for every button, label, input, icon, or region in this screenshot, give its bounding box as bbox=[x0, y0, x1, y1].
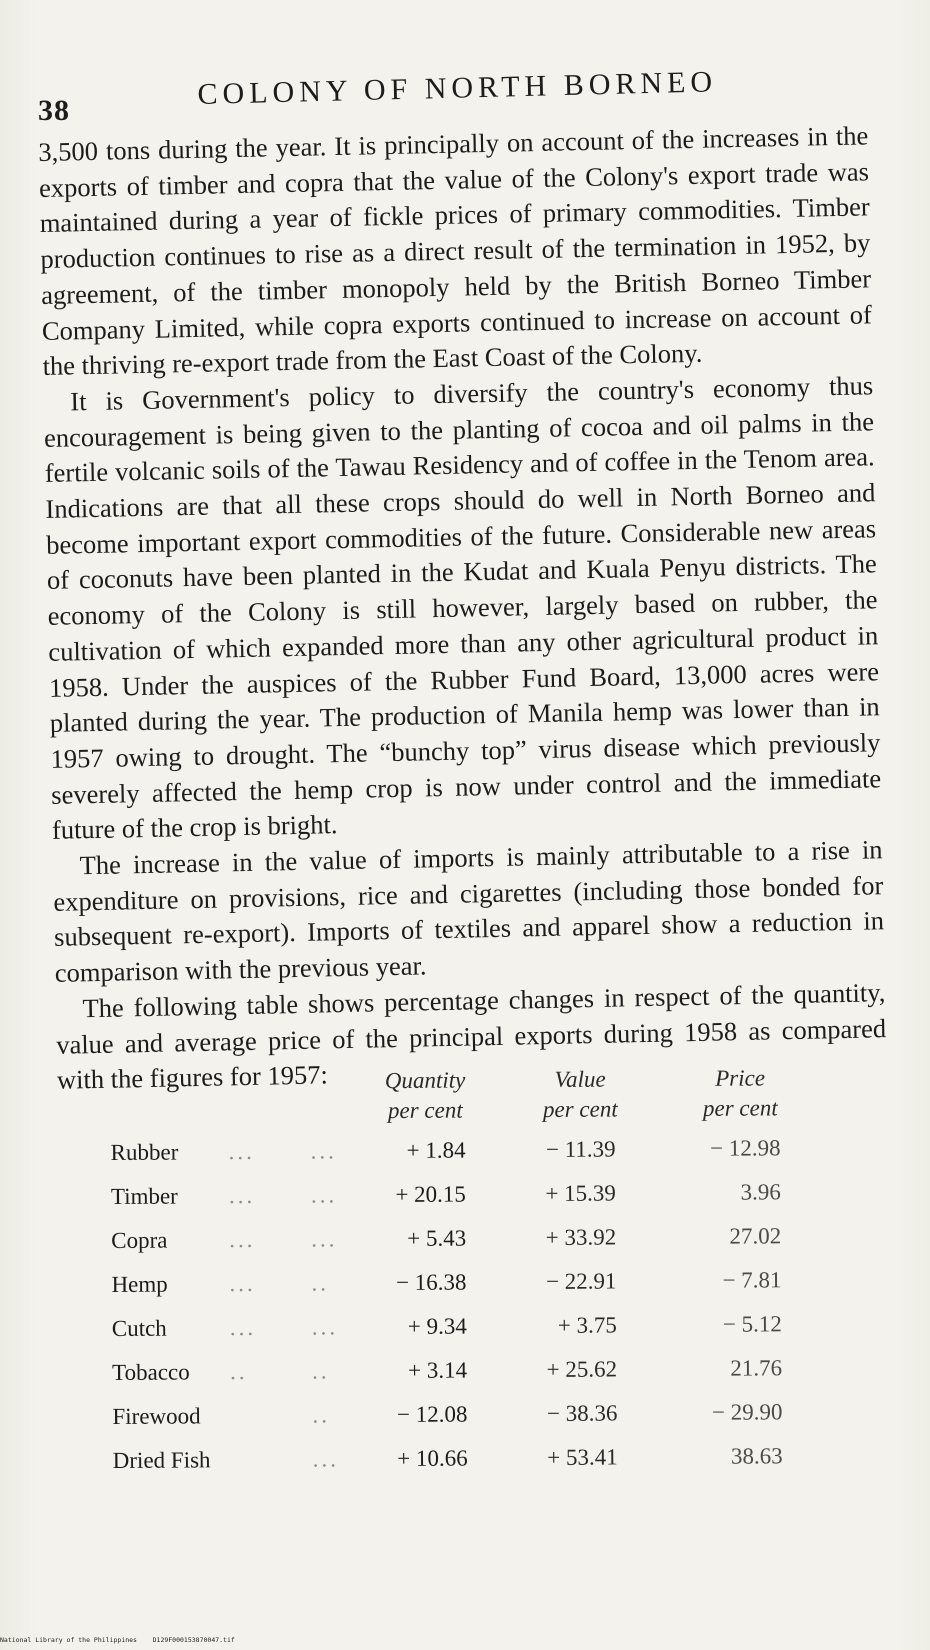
paragraph: It is Government's policy to diversify the country's economy thus encouragement is being given to the planting of cocoa and oil palms in the fertile volcanic soils of the Tawau Residency and of coffee in the Tenom area. Indications are that all these crops should do well in North Borneo and become important export commodities of the future. Considerable new areas of coconuts have been planted in the Kudat and Kuala Penyu districts. The economy of the Colony is still however, largely based on rubber, the cultivation of which expanded more than any other agricultural product in 1958. Under the auspices of the Rubber Fund Board, 13,000 acres were planted during the year. The production of Manila hemp was lower than in 1957 owing to drought. The “bunchy top” virus disease which previously severely affected the hemp crop is now under control and the immediate future of the crop is bright. bbox=[43, 370, 882, 846]
table-row bbox=[112, 1399, 832, 1448]
row-label: Firewood bbox=[112, 1403, 201, 1429]
quantity-cell: − 16.38 bbox=[395, 1269, 467, 1296]
leader-dots: ... bbox=[229, 1226, 256, 1253]
leader-dots: ... bbox=[229, 1270, 256, 1297]
body-text bbox=[38, 118, 887, 1098]
running-title: COLONY OF NORTH BORNEO bbox=[197, 65, 718, 112]
row-label: Tobacco bbox=[112, 1359, 190, 1385]
price-cell: 38.63 bbox=[730, 1443, 783, 1469]
leader-dots: .. bbox=[312, 1402, 331, 1428]
value-cell: + 15.39 bbox=[545, 1180, 616, 1206]
leader-dots: .. bbox=[312, 1358, 330, 1384]
table-row bbox=[113, 1443, 833, 1492]
value-cell: + 33.92 bbox=[545, 1224, 617, 1250]
quantity-cell: − 12.08 bbox=[396, 1401, 468, 1428]
column-header-price: Price per cent bbox=[702, 1065, 778, 1121]
quantity-cell: + 5.43 bbox=[407, 1225, 467, 1251]
page-number: 38 bbox=[38, 94, 70, 127]
leader-dots: ... bbox=[228, 1138, 255, 1165]
price-cell: 3.96 bbox=[740, 1179, 781, 1205]
leader-dots: .. bbox=[230, 1359, 248, 1385]
paragraph: 3,500 tons during the year. It is principally on account of the increases in the exports of timber and copra that the value of the Colony's export trade was maintained during a year of fickle prices of primary commodities. Timber production continues to rise as a direct result of the termination in 1952, by agreement, of the timber monopoly held by the British Borneo Timber Company Limited, while copra exports continued to increase on account of the thriving re-export trade from the East Coast of the Colony. bbox=[38, 120, 873, 382]
leader-dots: ... bbox=[310, 1138, 337, 1164]
price-cell: 21.76 bbox=[730, 1355, 783, 1381]
leader-dots: .. bbox=[311, 1270, 330, 1296]
value-cell: + 25.62 bbox=[546, 1356, 618, 1382]
quantity-cell: + 20.15 bbox=[395, 1181, 466, 1208]
leader-dots: ... bbox=[312, 1446, 340, 1472]
row-label: Copra bbox=[111, 1227, 168, 1253]
table-row bbox=[111, 1135, 831, 1184]
table-row bbox=[111, 1267, 831, 1316]
price-cell: 27.02 bbox=[729, 1223, 782, 1249]
table-row bbox=[112, 1311, 832, 1360]
table-row bbox=[111, 1179, 831, 1228]
value-cell: − 11.39 bbox=[545, 1136, 616, 1162]
page-header bbox=[38, 65, 858, 127]
quantity-cell: + 9.34 bbox=[407, 1313, 467, 1339]
price-cell: − 7.81 bbox=[722, 1267, 782, 1293]
value-cell: + 3.75 bbox=[557, 1312, 617, 1338]
table-row bbox=[111, 1223, 831, 1272]
quantity-cell: + 10.66 bbox=[397, 1445, 468, 1472]
column-header-quantity: Quantity per cent bbox=[384, 1067, 466, 1124]
value-cell: − 38.36 bbox=[546, 1400, 618, 1426]
leader-dots: ... bbox=[228, 1182, 256, 1209]
leader-dots: ... bbox=[311, 1314, 339, 1340]
row-label: Timber bbox=[110, 1183, 178, 1209]
row-label: Cutch bbox=[111, 1315, 167, 1341]
leader-dots: ... bbox=[229, 1314, 257, 1341]
table-row bbox=[112, 1355, 832, 1404]
quantity-cell: + 3.14 bbox=[408, 1357, 468, 1383]
row-label: Rubber bbox=[110, 1139, 179, 1165]
leader-dots: ... bbox=[311, 1226, 338, 1252]
price-cell: − 5.12 bbox=[722, 1311, 782, 1337]
paragraph: The increase in the value of imports is mainly attributable to a rise in expenditure on provisions, rice and cigarettes (including those bonded for subsequent re-export). Imports of textiles and apparel show a reduction in comparison with the previous year. bbox=[53, 834, 885, 988]
scan-source-note: National Library of the Philippines D129F000153870047.tif bbox=[0, 1636, 235, 1644]
price-cell: − 29.90 bbox=[711, 1399, 783, 1425]
price-cell: − 12.98 bbox=[710, 1135, 781, 1161]
value-cell: − 22.91 bbox=[545, 1268, 617, 1294]
row-label: Hemp bbox=[111, 1271, 168, 1297]
quantity-cell: + 1.84 bbox=[406, 1137, 466, 1163]
column-header-value: Value per cent bbox=[542, 1066, 618, 1122]
value-cell: + 53.41 bbox=[547, 1444, 618, 1470]
row-label: Dried Fish bbox=[112, 1447, 211, 1473]
leader-dots: ... bbox=[310, 1182, 338, 1208]
paragraph: The following table shows percentage changes in respect of the quantity, value and average price of the principal exports during 1958 as compared with the figures for 1957: bbox=[55, 977, 887, 1096]
